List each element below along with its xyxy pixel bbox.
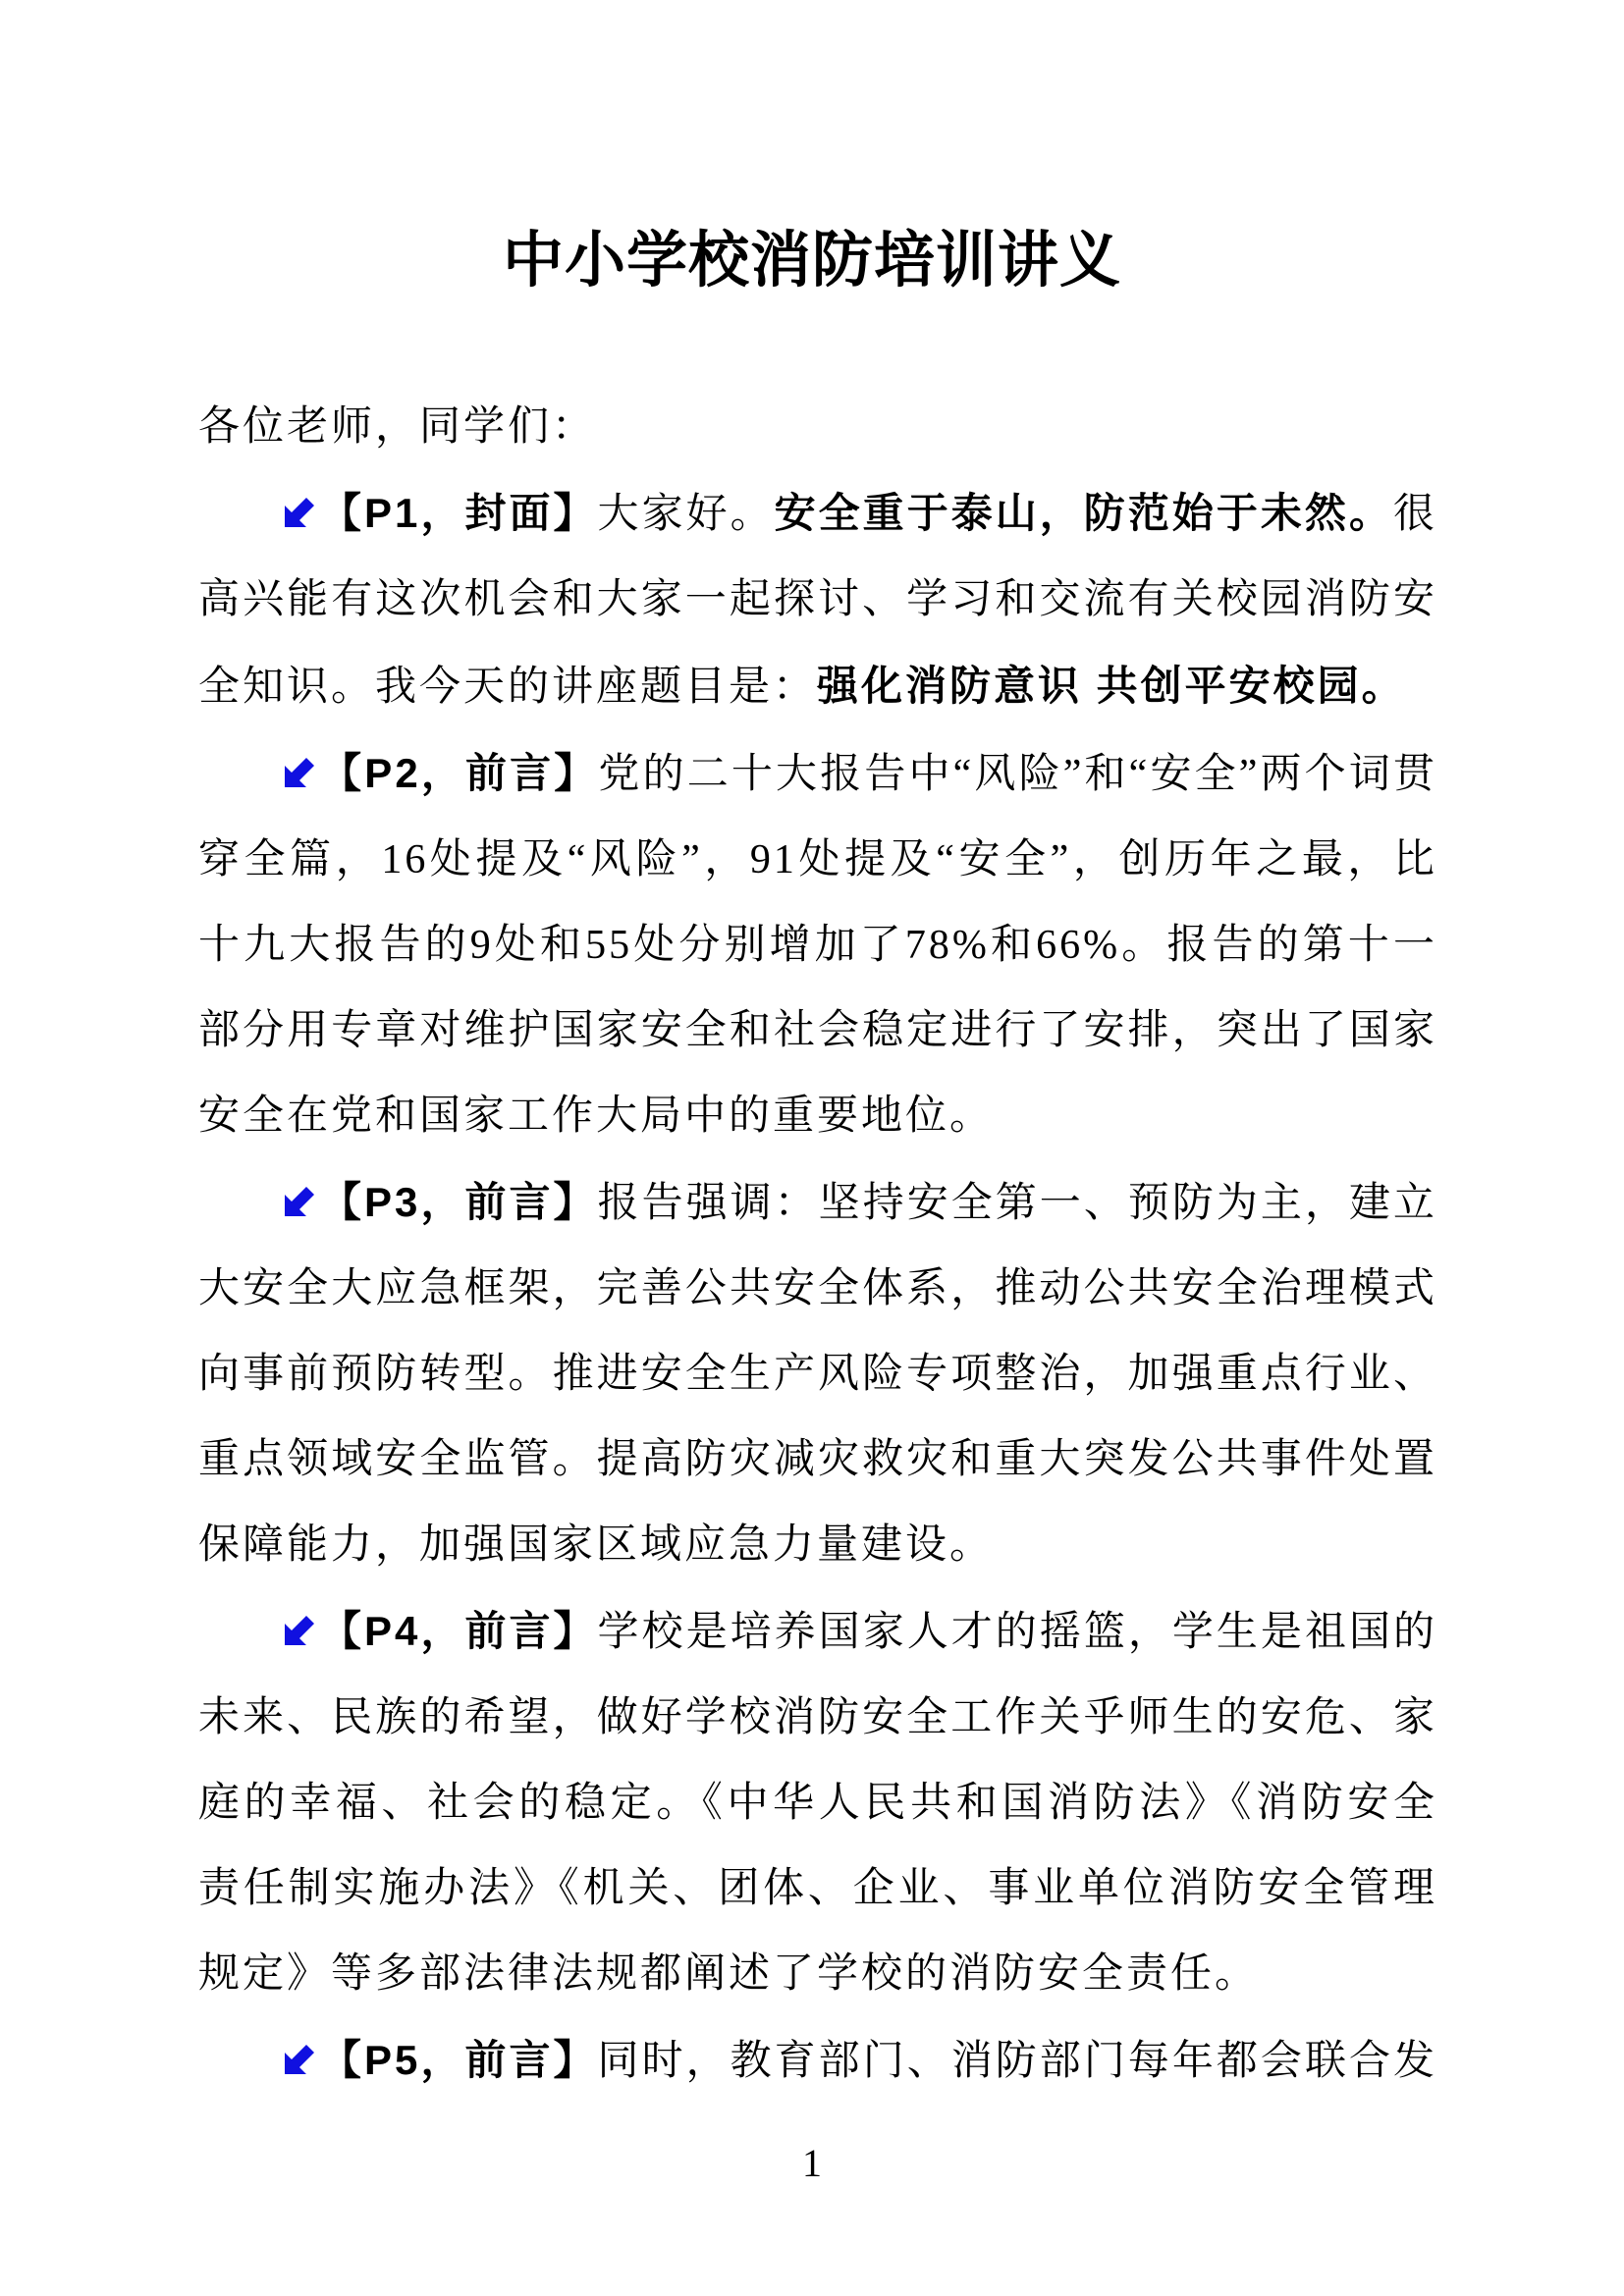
bold-text: 【P2，前言】: [320, 750, 599, 796]
paragraph: [198, 1588, 1437, 2017]
text: 报告强调：坚持安全第一、预防为主，建立大安全大应急框架，完善公共安全体系，推动公共安全治理模式向事前预防转型。推进安全生产风险专项整治，加强重点行业、重点领域安全监管。提高防灾减灾救灾和重大突发公共事件处置保障能力，加强国家区域应急力量建设。: [198, 1181, 1437, 1568]
bold-text: 安全重于泰山，防范始于未然。: [774, 490, 1393, 536]
arrow-down-left-icon: [283, 474, 316, 507]
arrow-down-left-icon: [283, 1163, 316, 1197]
arrow-down-left-icon: [283, 1592, 316, 1626]
paragraph: [198, 470, 1437, 730]
bold-text: 【P1，封面】: [320, 490, 598, 536]
paragraph: [198, 1159, 1437, 1588]
document-title: 中小学校消防培训讲义: [502, 228, 1121, 294]
bold-text: 【P3，前言】: [320, 1179, 598, 1225]
paragraph-list: [198, 470, 1437, 2105]
text: 学校是培养国家人才的摇篮，学生是祖国的未来、民族的希望，做好学校消防安全工作关乎师生的安危、家庭的幸福、社会的稳定。《中华人民共和国消防法》《消防安全责任制实施办法》《机关、团体、企业、事业单位消防安全管理规定》等多部法律法规都阐述了学校的消防安全责任。: [198, 1610, 1437, 1997]
greeting: 各位老师，同学们：: [198, 404, 597, 450]
text: 党的二十大报告中“风险”和“安全”两个词贯穿全篇，16处提及“风险”，91处提及“安全”，创历年之最，比十九大报告的9处和55处分别增加了78%和66%。报告的第十一部分用专章对维护国家安全和社会稳定进行了安排，突出了国家安全在党和国家工作大局中的重要地位。: [198, 752, 1437, 1139]
document-body: [198, 385, 1437, 2105]
paragraph: [198, 2017, 1437, 2105]
bold-text: 【P5，前言】: [320, 2037, 598, 2083]
bold-text: 强化消防意识 共创平安校园。: [817, 663, 1406, 709]
arrow-down-left-icon: [283, 734, 316, 768]
text: 同时，教育部门、消防部门每年都会联合发: [597, 2039, 1437, 2084]
paragraph: [198, 730, 1437, 1159]
bold-text: 【P4，前言】: [320, 1608, 598, 1654]
text: 大家好。: [597, 492, 775, 537]
text: 很高兴能有这次机会和大家一起探讨、学习和交流有关校园消防安全知识。我今天的讲座题目是：: [198, 492, 1437, 710]
page-number: 1: [802, 2141, 822, 2185]
arrow-down-left-icon: [283, 2021, 316, 2055]
